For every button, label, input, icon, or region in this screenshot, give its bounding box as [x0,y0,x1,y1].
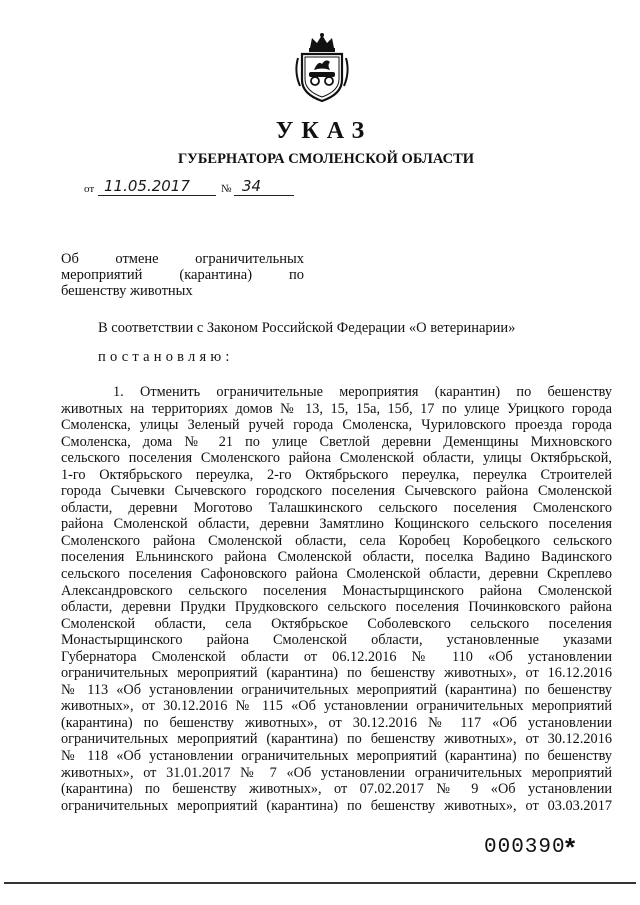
document-title: УКАЗ [275,118,373,144]
subject-line: мероприятий (карантина) по [61,267,304,283]
body-line: Александровского сельского поселения Монастырщинского района Смоленской [61,582,612,599]
body-line: № 113 «Об установлении ограничительных мероприятий (карантина) по бешенству [61,681,612,698]
body-line: Монастырщинского района Смоленской области, установленные указами [61,632,612,649]
number-label: № [221,183,232,195]
decree-word: постановляю: [98,349,234,365]
coat-of-arms-icon [292,32,352,104]
body-line: города Сычевки Сычевского городского поселения Сычевского района Смоленской [61,483,612,500]
date-value: 11.05.2017 [104,177,190,195]
body-line: сельского поселения Сафоновского района Смоленской области, деревни Скреплево [61,566,612,583]
body-line: района Смоленской области, деревни Замятлино Кощинского сельского поселения [61,516,612,533]
body-line: животных», от 31.01.2017 № 7 «Об установлении ограничительных мероприятий [61,764,612,781]
body-line: Смоленска, улицы Зеленый ручей города Смоленска, Чуриловского проезда города [61,417,612,434]
body-line: № 118 «Об установлении ограничительных мероприятий (карантина) по бешенству [61,748,612,765]
decree-body [61,384,612,814]
body-line: сельского поселения Смоленского района Смоленской области, улицы Октябрьской, [61,450,612,467]
body-line: (карантина) по бешенству животных», от 07.02.2017 № 9 «Об установлении [61,781,612,798]
serial-number: 000390 [484,836,566,859]
body-line: 1-го Октябрьского переулка, 2-го Октябрьского переулка, переулка Строителей [61,466,612,483]
number-underline [234,195,294,196]
body-line: ограничительных мероприятий (карантина) по бешенству животных», от 03.03.2017 [61,797,612,814]
body-line: области, деревни Моготово Талашкинского сельского поселения Смоленского [61,499,612,516]
body-line: ограничительных мероприятий (карантина) по бешенству животных», от 16.12.2016 [61,665,612,682]
serial-mark: * [565,832,576,862]
date-underline [98,195,216,196]
number-value: 34 [242,177,262,195]
body-line: области, деревни Прудки Прудковского сельского поселения Починковского района [61,599,612,616]
document-issuer: ГУБЕРНАТОРА СМОЛЕНСКОЙ ОБЛАСТИ [177,151,475,167]
page-bottom-rule [4,882,636,884]
body-line: Смоленской области, села Октябрьское Соболевского сельского поселения [61,615,612,632]
decree-subject [61,251,304,299]
body-line: поселения Ельнинского района Смоленской области, поселка Вадино Вадинского [61,549,612,566]
body-line: Смоленского района Смоленской области, села Коробец Коробецкого сельского [61,532,612,549]
body-line: животных», от 30.12.2016 № 115 «Об установлении ограничительных мероприятий [61,698,612,715]
date-number-line [84,177,384,199]
subject-line: Об отмене ограничительных [61,251,304,267]
body-line: (карантина) по бешенству животных», от 30.12.2016 № 117 «Об установлении [61,714,612,731]
body-line: ограничительных мероприятий (карантина) по бешенству животных», от 30.12.2016 [61,731,612,748]
date-from-label: от [84,183,95,195]
body-line: животных на территориях домов № 13, 15, 15а, 15б, 17 по улице Урицкого города [61,400,612,417]
body-line: Губернатора Смоленской области от 06.12.2016 № 110 «Об установлении [61,648,612,665]
subject-line: бешенству животных [61,283,193,299]
body-line: Смоленска, дома № 21 по улице Светлой деревни Деменщины Михновского [61,433,612,450]
preamble: В соответствии с Законом Российской Федерации «О ветеринарии» [98,320,516,336]
body-line: 1. Отменить ограничительные мероприятия (карантин) по бешенству [113,384,612,400]
